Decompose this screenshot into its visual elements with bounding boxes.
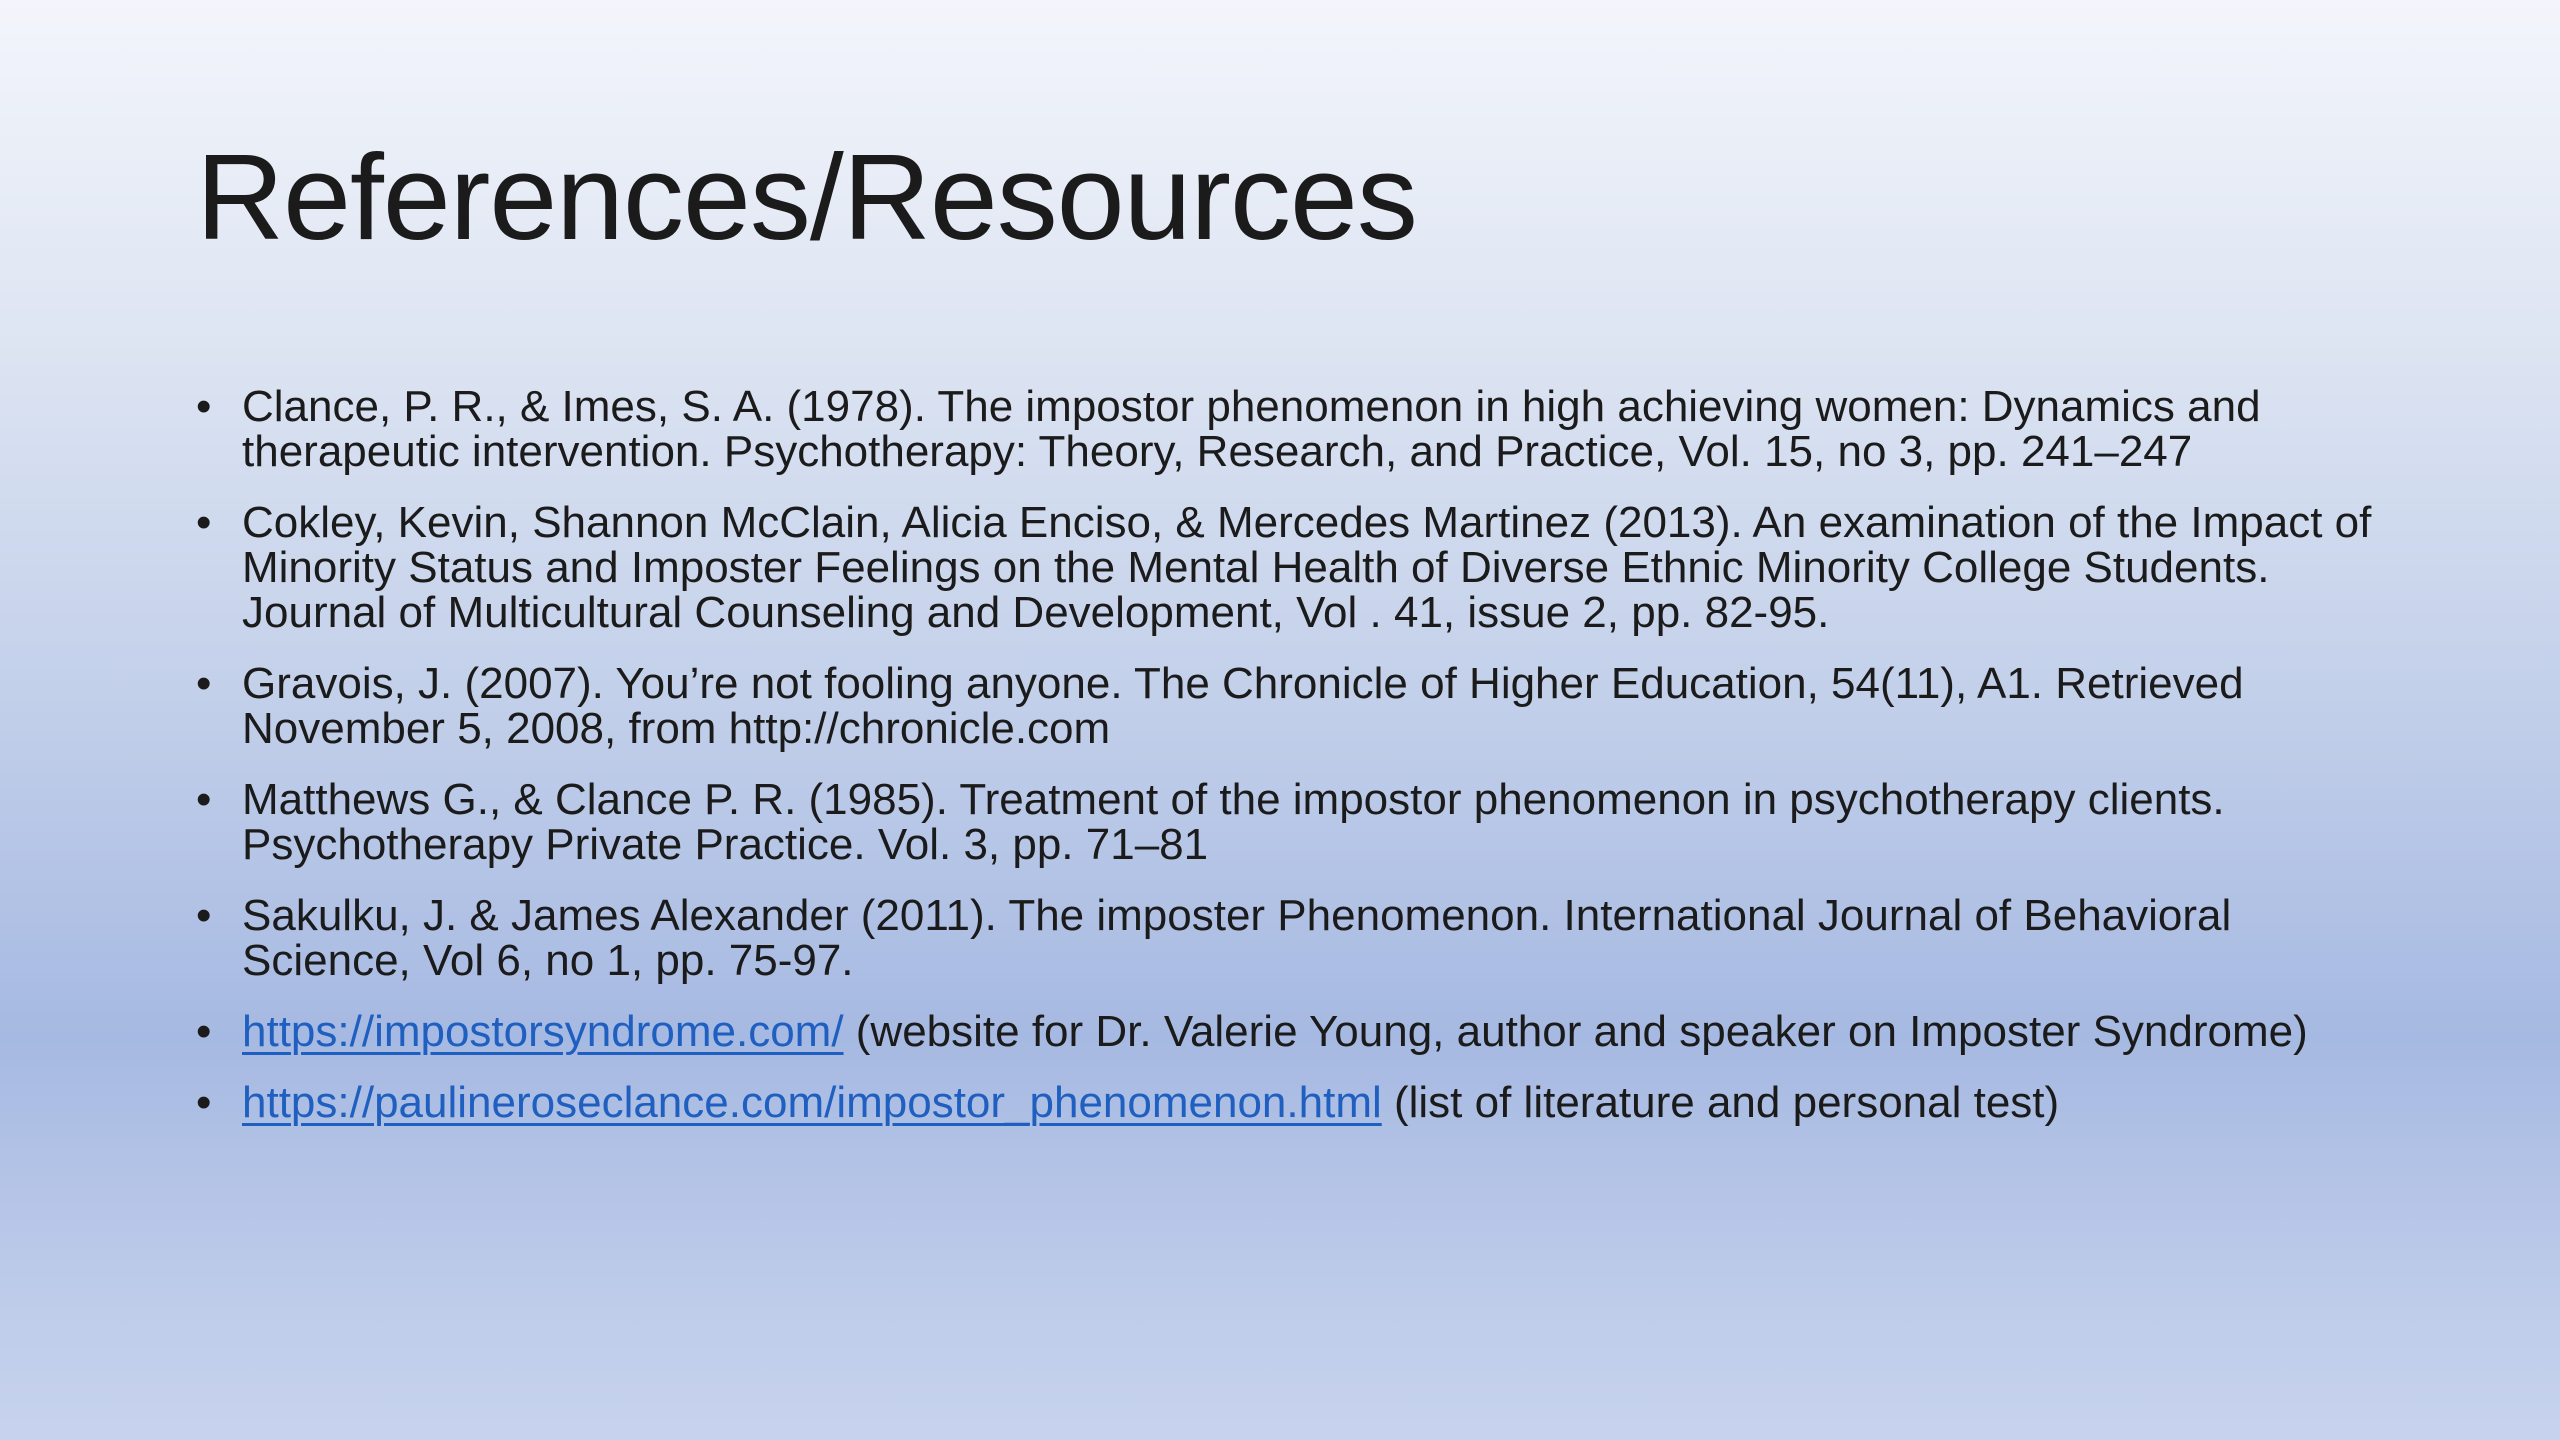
bullet-icon: • [196,1007,212,1056]
bullet-icon: • [196,498,212,547]
resource-description: (list of literature and personal test) [1381,1078,2060,1127]
reference-list [196,384,2376,1151]
bullet-icon: • [196,382,212,431]
resource-item-impostorsyndrome [196,1009,2376,1054]
reference-text: Matthews G., & Clance P. R. (1985). Treatment of the impostor phenomenon in psychotherapy clients. Psychotherapy Private Practice. Vol. 3, pp. 71–81 [242,775,2225,869]
impostorsyndrome-link[interactable]: https://impostorsyndrome.com/ [242,1007,844,1056]
reference-item-clance-imes [196,384,2376,474]
bullet-icon: • [196,1078,212,1127]
reference-item-gravois [196,661,2376,751]
bullet-icon: • [196,659,212,708]
resource-description: (website for Dr. Valerie Young, author and speaker on Imposter Syndrome) [843,1007,2308,1056]
bullet-icon: • [196,775,212,824]
reference-text: Sakulku, J. & James Alexander (2011). The imposter Phenomenon. International Journal of Behavioral Science, Vol 6, no 1, pp. 75-97. [242,891,2232,985]
reference-text: Cokley, Kevin, Shannon McClain, Alicia Enciso, & Mercedes Martinez (2013). An examination of the Impact of Minority Status and Imposter Feelings on the Mental Health of Diverse Ethnic Minority College Students. Journal of Multicultural Counseling and Development, Vol . 41, issue 2, pp. 82-95. [242,498,2372,637]
reference-item-cokley [196,500,2376,635]
reference-item-matthews-clance [196,777,2376,867]
reference-text: Gravois, J. (2007). You’re not fooling anyone. The Chronicle of Higher Education, 54(11), A1. Retrieved November 5, 2008, from http://chronicle.com [242,659,2244,753]
reference-item-sakulku [196,893,2376,983]
bullet-icon: • [196,891,212,940]
slide-title: References/Resources [196,129,1417,265]
paulineroseclance-link[interactable]: https://paulineroseclance.com/impostor_phenomenon.html [242,1078,1382,1127]
reference-text: Clance, P. R., & Imes, S. A. (1978). The impostor phenomenon in high achieving women: Dynamics and therapeutic intervention. Psychotherapy: Theory, Research, and Practice, Vol. 15, no 3, pp. 241–247 [242,382,2261,476]
resource-item-paulineroseclance [196,1080,2376,1125]
